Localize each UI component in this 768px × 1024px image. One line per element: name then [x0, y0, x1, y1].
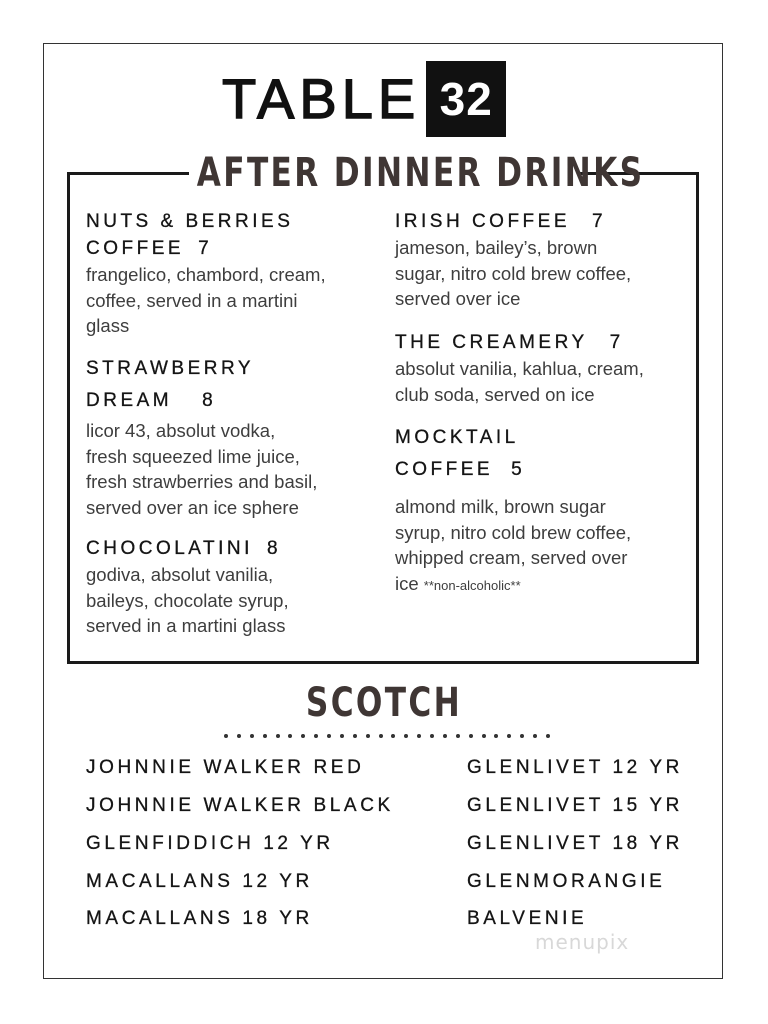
scotch-item: GLENLIVET 15 YR: [467, 795, 683, 816]
item-name: IRISH COFFEE 7: [395, 211, 603, 232]
item-name: DREAM 8: [86, 390, 213, 411]
watermark: menupix: [535, 930, 630, 954]
divider-dot: [430, 734, 434, 738]
brand-number-box: 32: [426, 61, 506, 137]
item-price: 7: [609, 332, 621, 353]
scotch-item: GLENMORANGIE: [467, 871, 666, 892]
divider-dot: [250, 734, 254, 738]
non-alcoholic-note: **non-alcoholic**: [423, 577, 521, 593]
item-description: frangelico, chambord, cream, coffee, served in a martini glass: [86, 264, 326, 336]
divider-dot: [533, 734, 537, 738]
item-name: NUTS & BERRIES: [86, 211, 294, 232]
divider-dot: [366, 734, 370, 738]
item-description: jameson, bailey’s, brown sugar, nitro cold brew coffee, served over ice: [395, 237, 632, 309]
dotted-divider: [224, 734, 550, 742]
item-description: licor 43, absolut vodka, fresh squeezed lime juice, fresh strawberries and basil, served over an ice sphere: [86, 420, 318, 518]
divider-dot: [520, 734, 524, 738]
item-name: COFFEE 7: [86, 238, 209, 259]
scotch-title: SCOTCH: [305, 680, 463, 726]
scotch-item: BALVENIE: [467, 908, 588, 929]
item-name: THE CREAMERY 7: [395, 332, 621, 353]
divider-dot: [224, 734, 228, 738]
brand-word: TABLE: [222, 67, 421, 130]
divider-dot: [391, 734, 395, 738]
item-description: almond milk, brown sugar syrup, nitro cold brew coffee, whipped cream, served over ice **non-alcoholic**: [395, 496, 632, 594]
divider-dot: [404, 734, 408, 738]
item-price: 7: [592, 211, 603, 232]
divider-dot: [288, 734, 292, 738]
scotch-item: MACALLANS 12 YR: [86, 871, 313, 892]
item-price: 5: [511, 459, 522, 480]
divider-dot: [263, 734, 267, 738]
divider-dot: [469, 734, 473, 738]
scotch-item: GLENFIDDICH 12 YR: [86, 833, 334, 854]
scotch-item: MACALLANS 18 YR: [86, 908, 313, 929]
item-description: godiva, absolut vanilia, baileys, chocolate syrup, served in a martini glass: [86, 564, 289, 636]
divider-dot: [456, 734, 460, 738]
divider-dot: [443, 734, 447, 738]
item-description: absolut vanilia, kahlua, cream, club soda, served on ice: [395, 358, 644, 405]
divider-dot: [314, 734, 318, 738]
divider-dot: [482, 734, 486, 738]
scotch-item: JOHNNIE WALKER BLACK: [86, 795, 394, 816]
divider-dot: [327, 734, 331, 738]
menu-item: [395, 329, 685, 407]
divider-dot: [546, 734, 550, 738]
item-price: 8: [266, 538, 278, 559]
divider-dot: [237, 734, 241, 738]
divider-dot: [276, 734, 280, 738]
item-name: CHOCOLATINI 8: [86, 538, 278, 559]
divider-dot: [379, 734, 383, 738]
menu-item: [395, 208, 685, 312]
divider-dot: [340, 734, 344, 738]
menu-item: [86, 354, 376, 520]
menu-item: [86, 535, 376, 639]
scotch-item: GLENLIVET 18 YR: [467, 833, 683, 854]
item-name: COFFEE 5: [395, 459, 522, 480]
divider-dot: [353, 734, 357, 738]
brand-logo: [222, 62, 506, 136]
item-name: MOCKTAIL: [395, 427, 519, 448]
divider-dot: [494, 734, 498, 738]
item-price: 7: [198, 238, 209, 259]
scotch-item: JOHNNIE WALKER RED: [86, 757, 365, 778]
item-price: 8: [202, 390, 213, 411]
menu-item: [86, 208, 376, 339]
menu-item: [395, 424, 685, 598]
divider-dot: [417, 734, 421, 738]
divider-dot: [301, 734, 305, 738]
divider-dot: [507, 734, 511, 738]
item-name: STRAWBERRY: [86, 358, 255, 379]
scotch-item: GLENLIVET 12 YR: [467, 757, 683, 778]
after-dinner-title: AFTER DINNER DRINKS: [189, 150, 579, 196]
